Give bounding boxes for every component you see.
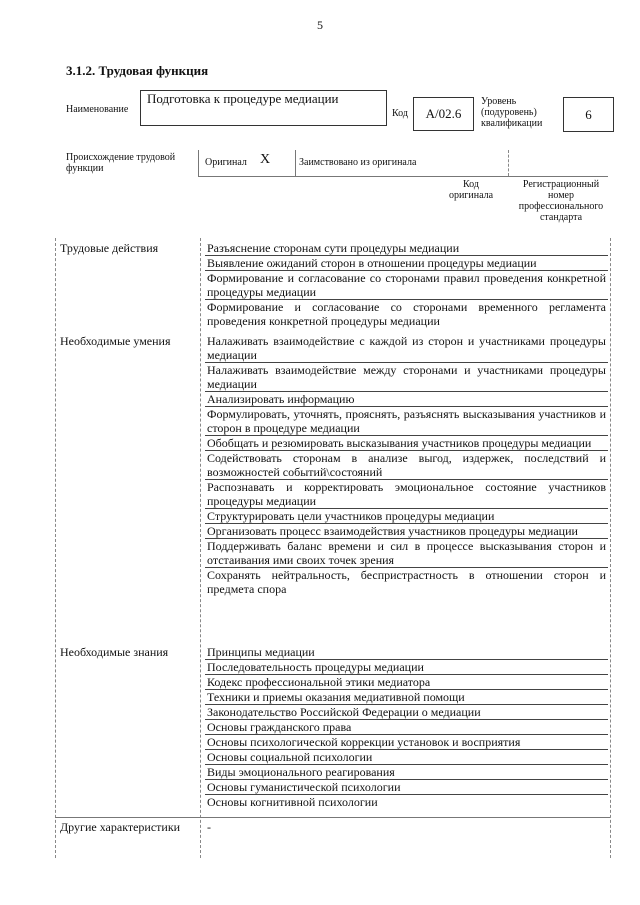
name-label: Наименование (66, 104, 129, 115)
other-top-line (55, 817, 610, 818)
list-item: Разъяснение сторонам сути процедуры медиации (207, 241, 460, 255)
knowledge-list (205, 645, 608, 809)
origin-label: Происхождение трудовой функции (66, 152, 176, 174)
page-number: 5 (317, 18, 323, 32)
code-original-label: Код оригинала (448, 179, 494, 201)
list-item: Сохранять нейтральность, беспристрастность в отношении сторон и предмета спора (207, 568, 606, 596)
other-label: Другие характеристики (60, 820, 181, 834)
list-item: Поддерживать баланс времени и сил в процессе высказывания сторон и отстаивания ими своих точек зрения (207, 539, 606, 567)
table-right-border (610, 238, 611, 858)
list-item: Виды эмоционального реагирования (205, 764, 608, 779)
list-item: Основы социальной психологии (205, 749, 608, 764)
list-item: - (207, 820, 211, 834)
borrowed-label: Заимствовано из оригинала (299, 157, 417, 168)
list-item: Кодекс профессиональной этики медиатора (205, 674, 608, 689)
origin-divider-2 (295, 150, 296, 176)
list-item: Техники и приемы оказания медиативной помощи (205, 689, 608, 704)
list-item: Основы когнитивной психологии (205, 794, 608, 809)
list-item: Законодательство Российской Федерации о медиации (205, 704, 608, 719)
table-column-divider (200, 238, 201, 858)
code-value-field: А/02.6 (413, 97, 474, 131)
skills-list (205, 334, 608, 596)
table-left-border (55, 238, 56, 858)
list-item: Содействовать сторонам в анализе выгод, издержек, последствий и возможностей событий\состояний (207, 451, 606, 479)
original-mark: X (260, 152, 271, 167)
section-heading: 3.1.2. Трудовая функция (66, 63, 209, 78)
skills-label: Необходимые умения (60, 334, 171, 348)
actions-label: Трудовые действия (60, 241, 159, 255)
list-item: Основы психологической коррекции установок и восприятия (205, 734, 608, 749)
list-item: Налаживать взаимодействие между сторонами и участниками процедуры медиации (207, 363, 606, 391)
list-item: Основы гуманистической психологии (205, 779, 608, 794)
level-value-field: 6 (563, 97, 614, 132)
knowledge-label: Необходимые знания (60, 645, 169, 659)
list-item: Основы гражданского права (205, 719, 608, 734)
list-item: Формулировать, уточнять, прояснять, разъяснять высказывания участников и сторон в процедуре медиации (207, 407, 606, 435)
list-item: Организовать процесс взаимодействия участников процедуры медиации (205, 523, 608, 538)
list-item: Формирование и согласование со сторонами правил проведения конкретной процедуры медиации (207, 271, 606, 299)
actions-list (205, 241, 608, 328)
list-item: Последовательность процедуры медиации (205, 659, 608, 674)
original-label: Оригинал (205, 157, 247, 168)
function-name-field: Подготовка к процедуре медиации (140, 90, 387, 126)
list-item: Распознавать и корректировать эмоциональное состояние участников процедуры медиации (207, 480, 606, 508)
level-label: Уровень (подуровень) квалификации (481, 96, 543, 129)
list-item: Обобщать и резюмировать высказывания участников процедуры медиации (205, 435, 608, 450)
origin-bottom-line (198, 176, 608, 177)
list-item: Формирование и согласование со сторонами временного регламента проведения конкретной процедуры медиации (207, 300, 606, 328)
list-item: Анализировать информацию (205, 391, 608, 406)
list-item: Принципы медиации (207, 645, 315, 659)
origin-divider-1 (198, 150, 199, 176)
list-item: Налаживать взаимодействие с каждой из сторон и участниками процедуры медиации (207, 334, 606, 362)
other-list (205, 820, 608, 834)
origin-divider-3 (508, 150, 509, 176)
code-label: Код (392, 108, 408, 119)
reg-number-label: Регистрационный номер профессионального стандарта (518, 179, 604, 223)
list-item: Структурировать цели участников процедуры медиации (205, 508, 608, 523)
list-item: Выявление ожиданий сторон в отношении процедуры медиации (205, 255, 608, 270)
